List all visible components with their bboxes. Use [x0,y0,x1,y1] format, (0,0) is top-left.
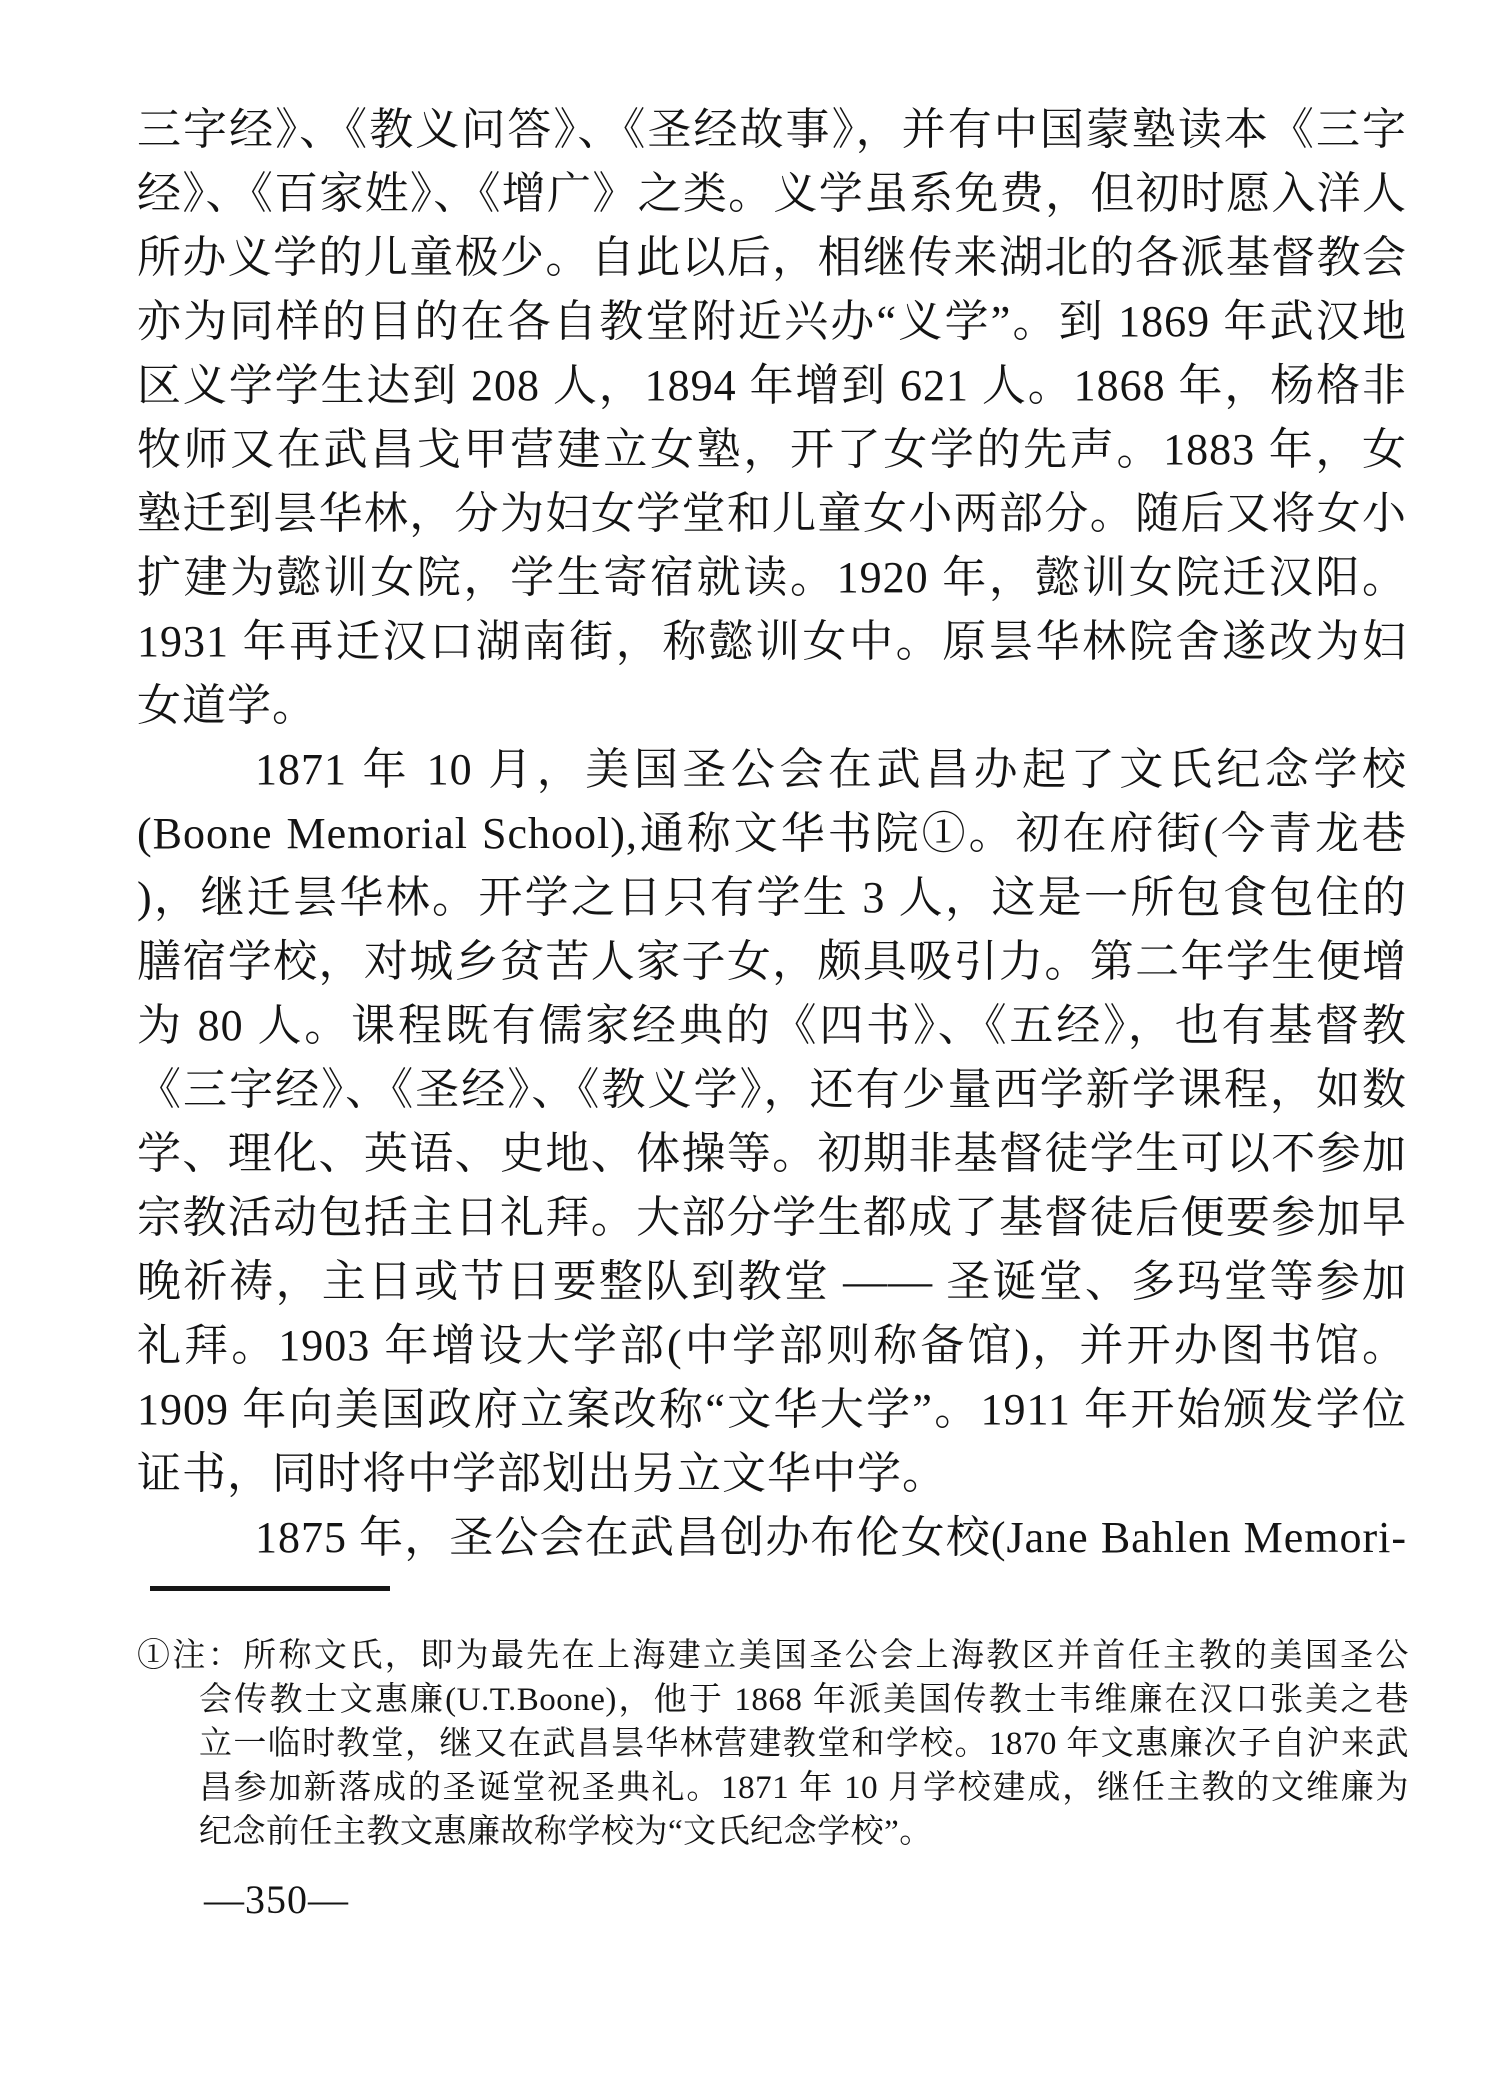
text-line: 塾迁到昙华林，分为妇女学堂和儿童女小两部分。随后又将女小 [137,489,1407,538]
text-line: 膳宿学校，对城乡贫苦人家子女，颇具吸引力。第二年学生便增 [137,937,1407,986]
text-line: 所办义学的儿童极少。自此以后，相继传来湖北的各派基督教会 [137,233,1407,282]
text-line: 为 80 人。课程既有儒家经典的《四书》、《五经》，也有基督教 [137,1001,1407,1050]
text-line: 晚祈祷，主日或节日要整队到教堂 —— 圣诞堂、多玛堂等参加 [137,1257,1407,1306]
text-line: )，继迁昙华林。开学之日只有学生 3 人，这是一所包食包住的 [137,873,1407,922]
text-line: 宗教活动包括主日礼拜。大部分学生都成了基督徒后便要参加早 [137,1193,1407,1242]
text-line: 《三字经》、《圣经》、《教义学》，还有少量西学新学课程，如数 [137,1065,1407,1114]
text-line-paragraph-end: 证书，同时将中学部划出另立文华中学。 [137,1449,947,1498]
footnote [137,1634,1409,1854]
text-line: 学、理化、英语、史地、体操等。初期非基督徒学生可以不参加 [137,1129,1407,1178]
text-line-paragraph-start: 1875 年，圣公会在武昌创办布伦女校(Jane Bahlen Memori- [255,1513,1407,1562]
footnote-line: 会传教士文惠廉(U.T.Boone)，他于 1868 年派美国传教士韦维廉在汉口张美之巷 [199,1682,1409,1718]
text-line: 扩建为懿训女院，学生寄宿就读。1920 年，懿训女院迁汉阳。 [137,553,1407,602]
text-line: 礼拜。1903 年增设大学部(中学部则称备馆)，并开办图书馆。 [137,1321,1407,1370]
page-number: —350— [204,1877,349,1922]
footnote-line: 立一临时教堂，继又在武昌昙华林营建教堂和学校。1870 年文惠廉次子自沪来武 [199,1726,1409,1762]
footnote-line: 纪念前任主教文惠廉故称学校为“文氏纪念学校”。 [199,1814,933,1850]
footnote-separator [150,1586,390,1591]
text-line: (Boone Memorial School),通称文华书院①。初在府街(今青龙巷 [137,809,1407,858]
text-line: 亦为同样的目的在各自教堂附近兴办“义学”。到 1869 年武汉地 [137,297,1407,346]
text-line: 经》、《百家姓》、《增广》之类。义学虽系免费，但初时愿入洋人 [137,169,1407,218]
body-text [137,98,1407,1570]
footnote-line: 昌参加新落成的圣诞堂祝圣典礼。1871 年 10 月学校建成，继任主教的文维廉为 [199,1770,1409,1806]
text-line: 1909 年向美国政府立案改称“文华大学”。1911 年开始颁发学位 [137,1385,1407,1434]
text-line: 区义学学生达到 208 人，1894 年增到 621 人。1868 年，杨格非 [137,361,1407,410]
text-line: 牧师又在武昌戈甲营建立女塾，开了女学的先声。1883 年，女 [137,425,1407,474]
text-line-paragraph-end: 女道学。 [137,681,317,730]
text-line-paragraph-start: 1871 年 10 月，美国圣公会在武昌办起了文氏纪念学校 [255,745,1407,794]
text-line: 三字经》、《教义问答》、《圣经故事》，并有中国蒙塾读本《三字 [137,105,1407,154]
footnote-line: ①注：所称文氏，即为最先在上海建立美国圣公会上海教区并首任主教的美国圣公 [137,1638,1409,1674]
text-line: 1931 年再迁汉口湖南街，称懿训女中。原昙华林院舍遂改为妇 [137,617,1407,666]
